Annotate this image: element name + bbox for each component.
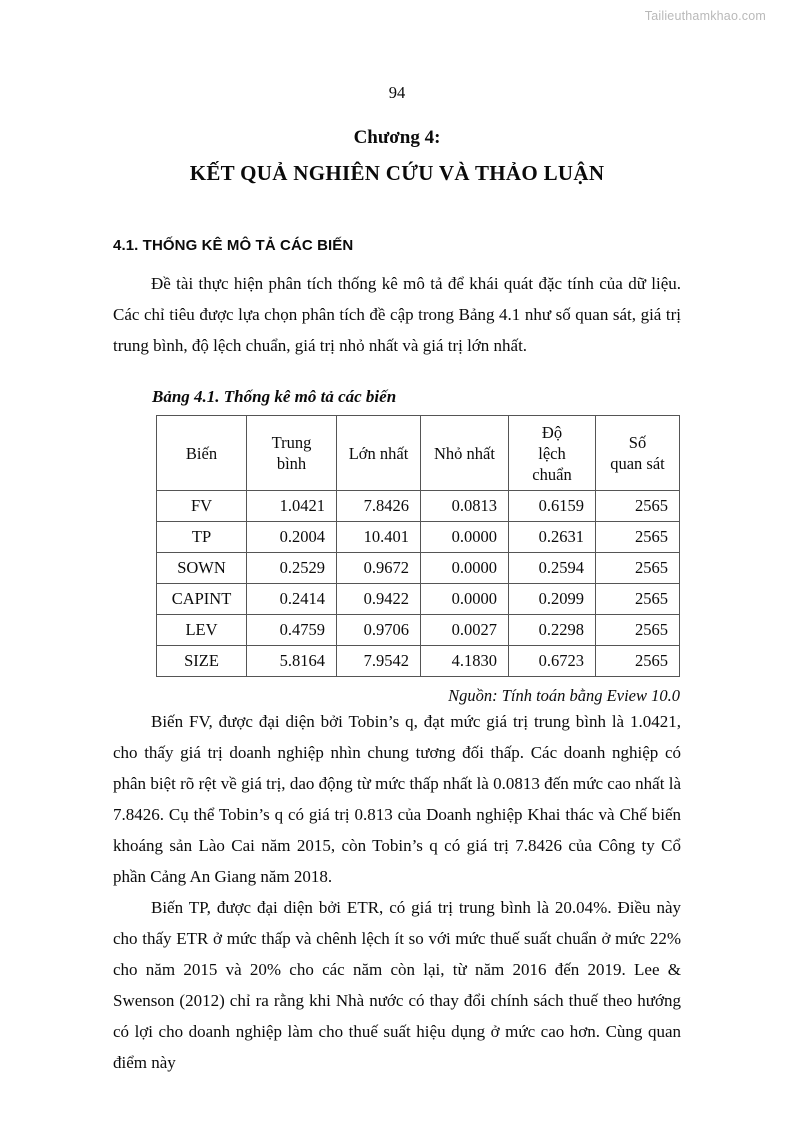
cell-variable: SIZE (157, 646, 247, 677)
table-caption: Bảng 4.1. Thống kê mô tả các biến (152, 387, 397, 407)
header-line: bình (276, 454, 307, 474)
paragraph-tp: Biến TP, được đại diện bởi ETR, có giá trị trung bình là 20.04%. Điều này cho thấy ETR ở mức thấp và chênh lệch ít so với mức thuế suất chuẩn ở mức 22% cho năm 2015 và 20% cho các năm còn lại, từ năm 2016 đến 2019. Lee & Swenson (2012) chỉ ra rằng khi Nhà nước có thay đổi chính sách thuế theo hướng có lợi cho doanh nghiệp làm cho thuế suất hiệu dụng ở mức cao hơn. Cùng quan điểm này (113, 898, 681, 1073)
cell-max: 0.9706 (337, 615, 421, 646)
intro-paragraph: Đề tài thực hiện phân tích thống kê mô tả để khái quát đặc tính của dữ liệu. Các chỉ tiêu được lựa chọn phân tích đề cập trong Bảng 4.1 như số quan sát, giá trị trung bình, độ lệch chuẩn, giá trị nhỏ nhất và giá trị lớn nhất. (113, 274, 681, 356)
cell-mean: 0.2529 (247, 553, 337, 584)
chapter-label: Chương 4: (353, 126, 441, 148)
column-header-mean (247, 416, 337, 491)
header-line: Độ (541, 422, 563, 442)
descriptive-statistics-table (156, 415, 680, 677)
cell-std-dev: 0.6723 (509, 646, 596, 677)
cell-max: 7.9542 (337, 646, 421, 677)
column-header-std-dev (509, 416, 596, 491)
cell-std-dev: 0.2594 (509, 553, 596, 584)
cell-max: 0.9422 (337, 584, 421, 615)
table-row (157, 553, 680, 584)
page-number: 94 (388, 83, 406, 102)
cell-observations: 2565 (596, 522, 680, 553)
cell-mean: 0.4759 (247, 615, 337, 646)
column-header-min (421, 416, 509, 491)
table-row (157, 615, 680, 646)
paragraph-fv: Biến FV, được đại diện bởi Tobin’s q, đạt mức giá trị trung bình là 1.0421, cho thấy giá trị doanh nghiệp nhìn chung tương đối thấp. Các doanh nghiệp có phân biệt rõ rệt về giá trị, dao động từ mức thấp nhất là 0.0813 đến mức cao nhất là 7.8426. Cụ thể Tobin’s q có giá trị 0.813 của Doanh nghiệp Khai thác và Chế biến khoáng sản Lào Cai năm 2015, còn Tobin’s q có giá trị 7.8426 của Công ty Cổ phần Cảng An Giang năm 2018. (113, 712, 681, 887)
cell-max: 10.401 (337, 522, 421, 553)
table-source-note: Nguồn: Tính toán bằng Eview 10.0 (448, 686, 680, 706)
table-row (157, 646, 680, 677)
table-row (157, 584, 680, 615)
header-line: Biến (185, 443, 218, 463)
section-heading: 4.1. THỐNG KÊ MÔ TẢ CÁC BIẾN (113, 237, 354, 255)
cell-observations: 2565 (596, 491, 680, 522)
cell-variable: SOWN (157, 553, 247, 584)
column-header-observations (596, 416, 680, 491)
cell-observations: 2565 (596, 646, 680, 677)
cell-std-dev: 0.2298 (509, 615, 596, 646)
cell-min: 4.1830 (421, 646, 509, 677)
page-content (113, 0, 681, 1078)
header-line: Nhỏ nhất (434, 443, 495, 463)
cell-variable: LEV (157, 615, 247, 646)
cell-variable: TP (157, 522, 247, 553)
cell-max: 7.8426 (337, 491, 421, 522)
cell-observations: 2565 (596, 615, 680, 646)
header-line: Trung (271, 433, 312, 453)
table-header-row (157, 416, 680, 491)
cell-variable: CAPINT (157, 584, 247, 615)
cell-variable: FV (157, 491, 247, 522)
header-line: Lớn nhất (348, 443, 409, 463)
table-row (157, 522, 680, 553)
cell-min: 0.0027 (421, 615, 509, 646)
cell-min: 0.0000 (421, 553, 509, 584)
header-line: Số (628, 433, 647, 453)
cell-std-dev: 0.2099 (509, 584, 596, 615)
cell-std-dev: 0.2631 (509, 522, 596, 553)
cell-mean: 5.8164 (247, 646, 337, 677)
cell-observations: 2565 (596, 584, 680, 615)
header-line: chuẩn (532, 464, 572, 484)
cell-mean: 0.2414 (247, 584, 337, 615)
header-line: lệch (538, 443, 566, 463)
cell-max: 0.9672 (337, 553, 421, 584)
cell-min: 0.0000 (421, 522, 509, 553)
table-row (157, 491, 680, 522)
column-header-variable (157, 416, 247, 491)
cell-mean: 1.0421 (247, 491, 337, 522)
cell-std-dev: 0.6159 (509, 491, 596, 522)
header-line: quan sát (610, 454, 665, 474)
cell-mean: 0.2004 (247, 522, 337, 553)
column-header-max (337, 416, 421, 491)
cell-observations: 2565 (596, 553, 680, 584)
cell-min: 0.0000 (421, 584, 509, 615)
cell-min: 0.0813 (421, 491, 509, 522)
chapter-title: KẾT QUẢ NGHIÊN CỨU VÀ THẢO LUẬN (189, 161, 605, 186)
site-watermark: Tailieuthamkhao.com (644, 9, 766, 23)
